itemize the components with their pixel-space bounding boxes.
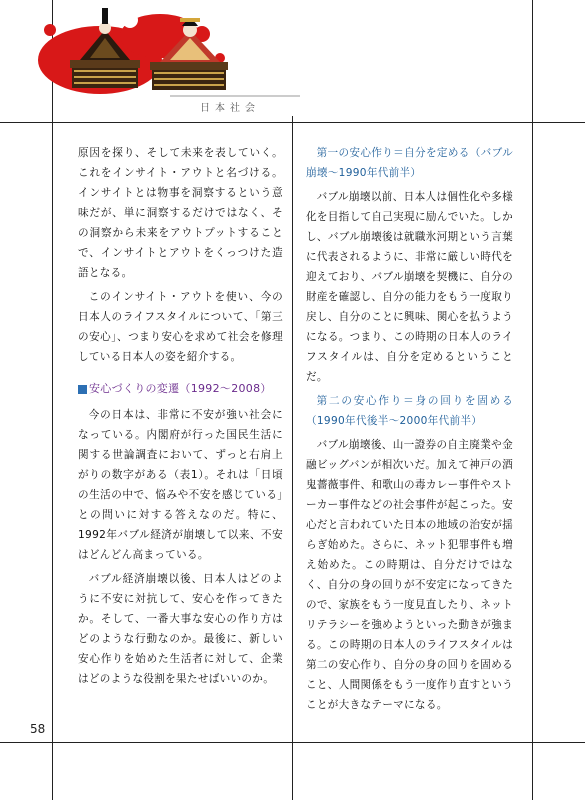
intro-paragraph: このインサイト・アウトを使い、今の日本人のライフスタイルについて、「第三の安心」、つまり安心を求めて社会を修理している日本人の姿を紹介する。 [78,291,283,363]
frame-line-center [292,116,293,800]
left-column [78,143,283,693]
body-paragraph: バブル経済崩壊以後、日本人はどのように不安に対抗して、安心を作ってきたか。そして、一番大事な安心の作り方はどのような行動なのか。最後に、新しい安心作りを始めた生活者に対して、企業はどのような役割を果たせばいいのか。 [78,573,283,685]
body-paragraph: 今の日本は、非常に不安が強い社会になっている。内閣府が行った国民生活に関する世論調査において、ずっと右肩上がりの数字がある（表1）。それは「日頃の生活の中で、悩みや不安を感じている」との問いに対する答えなのだ。特に、1992年バブル経済が崩壊して以来、不安はどんどん高まっている。 [78,409,283,561]
right-column [306,143,513,719]
body-paragraph: バブル崩壊以前、日本人は個性化や多様化を目指して自己実現に励んでいた。しかし、バブル崩壊後は就職氷河期という言葉に代表されるように、非常に厳しい時代を迎えており、バブル崩壊を契機に、自分の財産を確認し、自分の能力をもう一度取り戻し、自分のことに興味、関心を払うようになる。つまり、この時期の日本人のライフスタイルは、自分を定めるということだ。 [306,191,513,383]
frame-line-bottom [0,742,585,743]
intro-paragraph: 原因を探り、そして未来を表していく。これをインサイト・アウトと名づける。インサイトとは物事を洞察するという意味だが、単に洞察するだけではなく、その洞察から未来をアウトプットすることで、インサイトとアウトをくっつけた造語となる。 [78,147,283,279]
subheading-second-anshin: 第二の安心作り＝身の回りを固める（1990年代後半～2000年代前半） [306,395,513,427]
square-bullet-icon [78,385,87,394]
section-label: 日本社会 [200,103,260,114]
hina-dolls-illustration [20,0,300,112]
frame-line-left [52,0,53,800]
subheading-first-anshin: 第一の安心作り＝自分を定める（バブル崩壊～1990年代前半） [306,147,513,179]
section-heading-text: 安心づくりの変遷（1992～2008） [89,382,272,395]
page-number: 58 [30,722,46,736]
frame-line-right [532,0,533,800]
section-heading [78,379,283,399]
frame-line-top [0,122,585,123]
body-paragraph: バブル崩壊後、山一證券の自主廃業や金融ビッグバンが相次いだ。加えて神戸の酒鬼薔薇事件、和歌山の毒カレー事件やストーカー事件などの社会事件が起こった。安心だと言われていた日本の地域の治安が揺らぎ始めた。さらに、ネット犯罪事件も増え始めた。この時期は、自分だけではなく、自分の身の回りが不安定になってきたので、家族をもう一度見直したり、ネットリテラシーを強めようといった動きが強まる。この時期の日本人のライフスタイルは第二の安心作り、自分の身の回りを固めること、人間関係をもう一度作り直すということが大きなテーマになる。 [306,439,513,711]
